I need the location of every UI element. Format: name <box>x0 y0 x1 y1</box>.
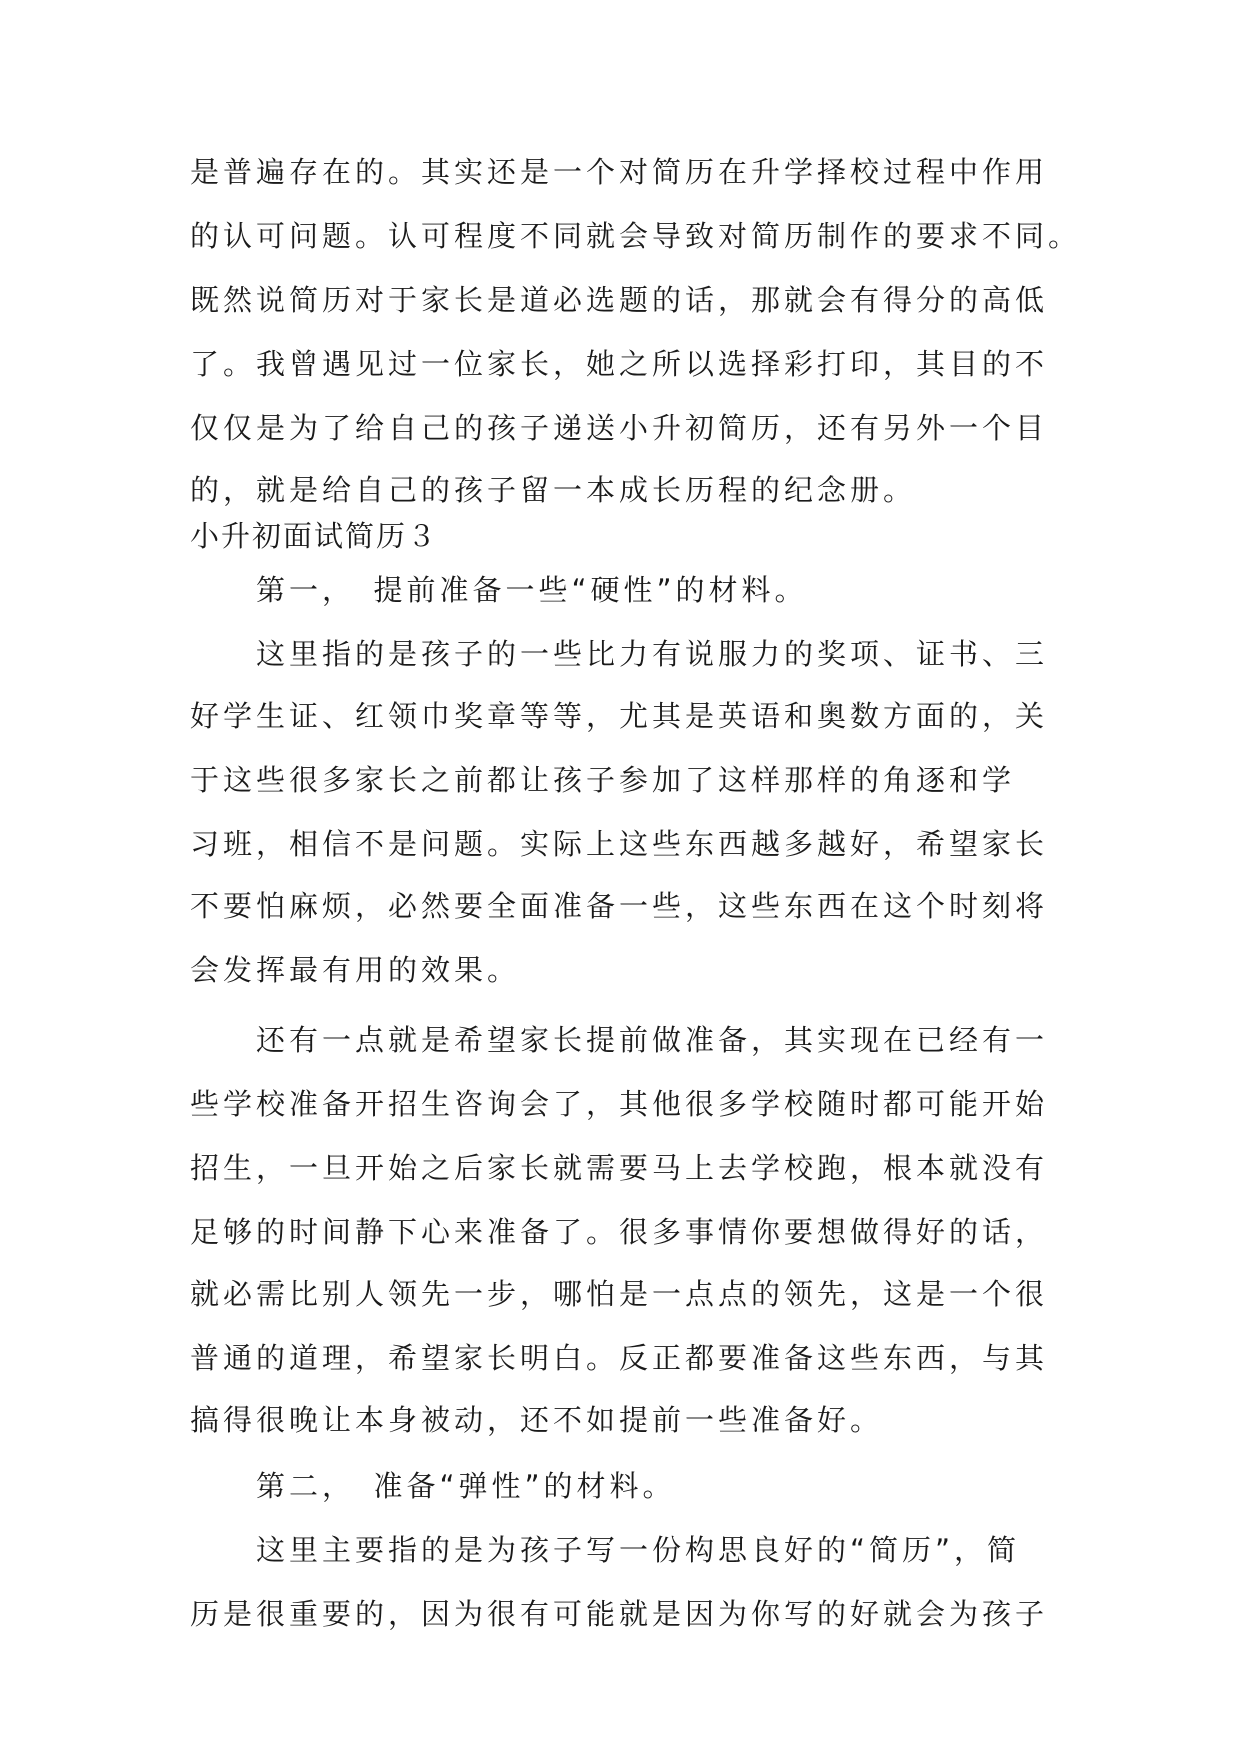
text-line: 会发挥最有用的效果。 <box>190 953 521 987</box>
subsection-heading: 第一， 提前准备一些“硬性”的材料。 <box>256 573 808 607</box>
text-line: 搞得很晚让本身被动，还不如提前一些准备好。 <box>190 1403 884 1437</box>
text-line: 这里指的是孩子的一些比力有说服力的奖项、证书、三 <box>256 637 1049 671</box>
subsection-heading: 第二， 准备“弹性”的材料。 <box>256 1469 676 1503</box>
text-line: 些学校准备开招生咨询会了，其他很多学校随时都可能开始 <box>190 1087 1049 1121</box>
text-line: 历是很重要的，因为很有可能就是因为你写的好就会为孩子 <box>190 1597 1049 1631</box>
text-line: 就必需比别人领先一步，哪怕是一点点的领先，这是一个很 <box>190 1277 1049 1311</box>
text-line: 既然说简历对于家长是道必选题的话，那就会有得分的高低 <box>190 283 1049 317</box>
text-line: 足够的时间静下心来准备了。很多事情你要想做得好的话， <box>190 1215 1049 1249</box>
text-line: 是普遍存在的。其实还是一个对简历在升学择校过程中作用 <box>190 155 1049 189</box>
text-line: 还有一点就是希望家长提前做准备，其实现在已经有一 <box>256 1023 1049 1057</box>
text-line: 的认可问题。认可程度不同就会导致对简历制作的要求不同。 <box>190 219 1082 253</box>
section-heading: 小升初面试简历３ <box>190 519 439 553</box>
text-line: 仅仅是为了给自己的孩子递送小升初简历，还有另外一个目 <box>190 411 1049 445</box>
text-line: 普通的道理，希望家长明白。反正都要准备这些东西，与其 <box>190 1341 1049 1375</box>
text-line: 了。我曾遇见过一位家长，她之所以选择彩打印，其目的不 <box>190 347 1049 381</box>
text-line: 的，就是给自己的孩子留一本成长历程的纪念册。 <box>190 473 917 507</box>
text-line: 好学生证、红领巾奖章等等，尤其是英语和奥数方面的，关 <box>190 699 1049 733</box>
text-line: 于这些很多家长之前都让孩子参加了这样那样的角逐和学 <box>190 763 1016 797</box>
text-line: 这里主要指的是为孩子写一份构思良好的“简历”，简 <box>256 1533 1021 1567</box>
text-line: 招生，一旦开始之后家长就需要马上去学校跑，根本就没有 <box>190 1151 1049 1185</box>
text-line: 习班，相信不是问题。实际上这些东西越多越好，希望家长 <box>190 827 1049 861</box>
text-line: 不要怕麻烦，必然要全面准备一些，这些东西在这个时刻将 <box>190 889 1049 923</box>
